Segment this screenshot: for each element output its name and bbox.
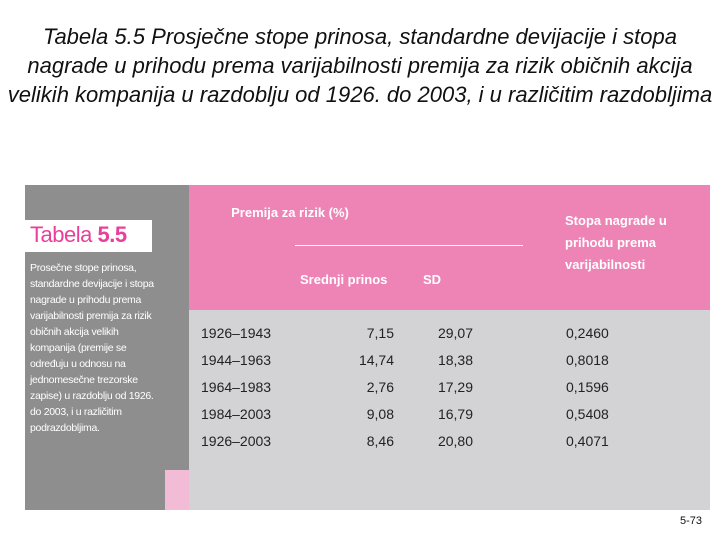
cell-average-return: 9,08 bbox=[366, 406, 394, 422]
cell-period: 1944–1963 bbox=[201, 352, 272, 368]
table-row bbox=[189, 433, 710, 459]
sidebar-pink-block bbox=[165, 470, 189, 510]
cell-reward: 0,5408 bbox=[566, 406, 609, 422]
header-risk-premium: Premija za rizik (%) bbox=[231, 205, 349, 220]
cell-average-return: 14,74 bbox=[358, 352, 394, 368]
table-row bbox=[189, 379, 710, 405]
table-label-badge bbox=[25, 220, 152, 252]
table-row bbox=[189, 352, 710, 378]
slide-title: Tabela 5.5 Prosječne stope prinosa, standardne devijacije i stopa nagrade u prihodu prema varijabilnosti premija za rizik običnih akcija velikih kompanija u razdoblju od 1926. do 2003, i u različitim razdobljima bbox=[7, 24, 713, 107]
cell-sd: 16,79 bbox=[437, 406, 473, 422]
cell-period: 1926–2003 bbox=[201, 433, 272, 449]
sidebar-accent-strip bbox=[165, 185, 189, 510]
cell-period: 1926–1943 bbox=[201, 325, 272, 341]
cell-reward: 0,1596 bbox=[566, 379, 609, 395]
cell-sd: 29,07 bbox=[437, 325, 473, 341]
cell-sd: 20,80 bbox=[437, 433, 473, 449]
table-label-word: Tabela bbox=[30, 222, 92, 247]
cell-average-return: 2,76 bbox=[366, 379, 394, 395]
column-header-reward-to-variability: Stopa nagrade u prihodu prema varijabilnosti bbox=[565, 213, 667, 272]
column-header-sd: SD bbox=[423, 272, 442, 287]
page-number: 5-73 bbox=[679, 515, 702, 527]
table-row bbox=[189, 406, 710, 432]
cell-average-return: 8,46 bbox=[366, 433, 394, 449]
cell-reward: 0,2460 bbox=[566, 325, 609, 341]
table-label-number: 5.5 bbox=[97, 222, 127, 247]
cell-period: 1984–2003 bbox=[201, 406, 272, 422]
table-sidebar bbox=[25, 185, 165, 510]
cell-period: 1964–1983 bbox=[201, 379, 272, 395]
table-label bbox=[30, 222, 127, 248]
table-caption: Prosečne stope prinosa, standardne devijacije i stopa nagrade u prihodu prema varijabilnosti premija za rizik običnih akcija velikih kompanija (premije se određuju u odnosu na jednomesečne trezorske zapise) u razdoblju od 1926. do 2003, i u različitim podrazdobljima. bbox=[30, 262, 154, 434]
column-header-average-return: Srednji prinos bbox=[300, 272, 388, 287]
cell-sd: 17,29 bbox=[437, 379, 473, 395]
cell-average-return: 7,15 bbox=[366, 325, 394, 341]
cell-reward: 0,4071 bbox=[566, 433, 609, 449]
table-figure bbox=[25, 185, 710, 510]
cell-sd: 18,38 bbox=[437, 352, 473, 368]
cell-reward: 0,8018 bbox=[566, 352, 609, 368]
header-divider bbox=[295, 245, 523, 246]
table-row bbox=[189, 325, 710, 351]
